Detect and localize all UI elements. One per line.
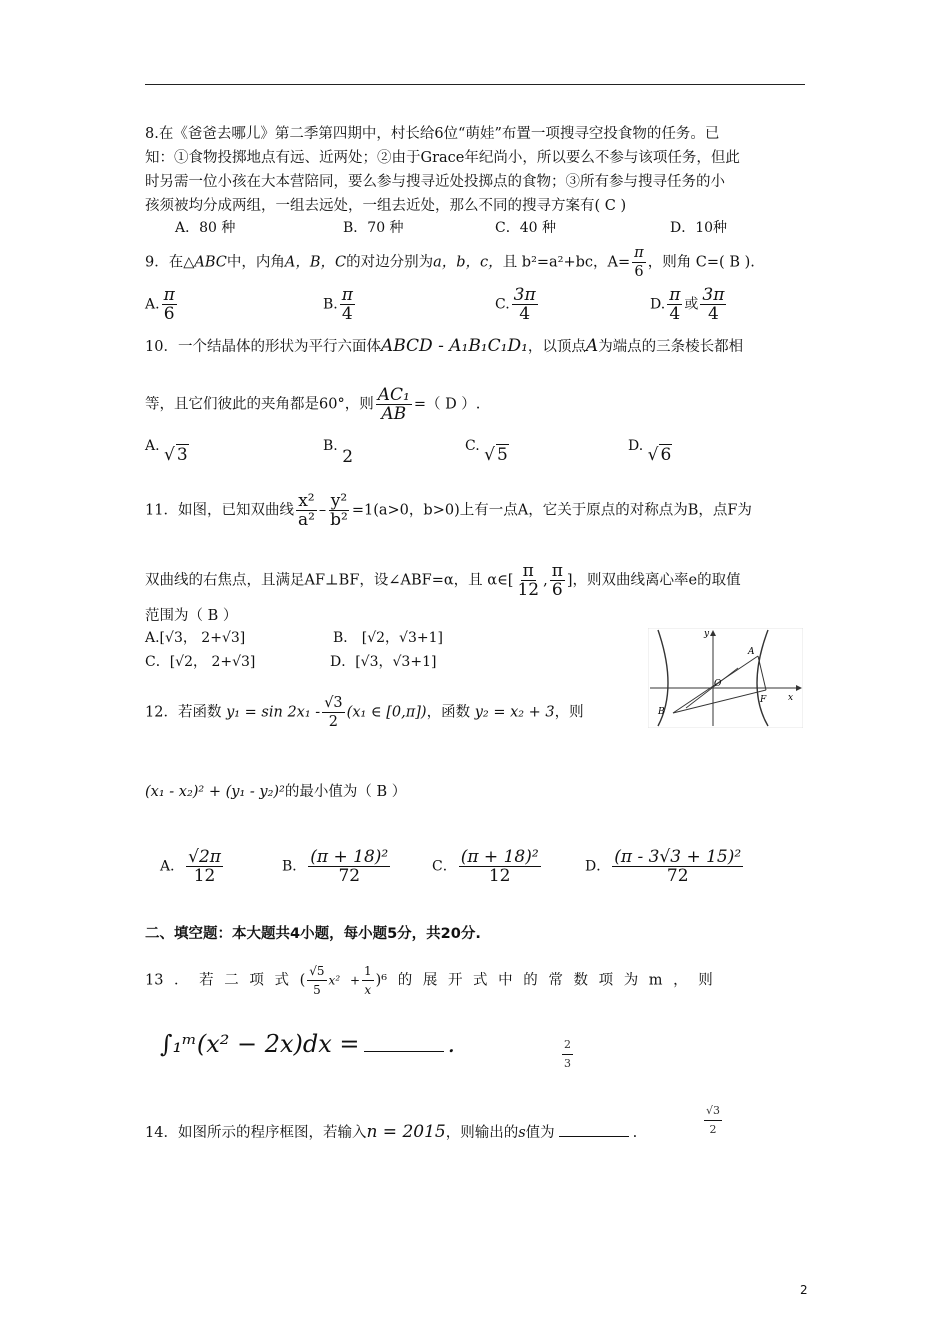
q10-option-c: C. √ 5 xyxy=(465,438,508,465)
q11-option-b: B． [√2，√3+1] xyxy=(333,630,443,646)
q11-line1: 11．如图，已知双曲线 $\frac{\text{x²}}{\text{a²}}$ – $\frac{\text{y²}}{\text{b²}}$ =1(a>0，b>0)上有一点A，它关于原点的对称点为B，点F为 xyxy=(145,491,752,530)
section-heading: 二、填空题：本大题共4小题，每小题5分，共20分. xyxy=(145,926,481,942)
q9-angle-fraction: $\frac{\pi}{6}$ xyxy=(634,245,644,280)
header-rule xyxy=(145,84,805,85)
q12-line1: 12．若函数 y₁ = sin 2x₁ - $\frac{√3}{2}$ (x₁ ∈ [0,π])，函数 y₂ = x₂ + 3，则 xyxy=(145,695,584,730)
q12-line2: (x₁ - x₂)² + (y₁ - y₂)²的最小值为（ B ） xyxy=(145,784,407,800)
q9-option-c: C. $\frac{3\pi}{4}$ xyxy=(495,285,536,324)
q12-option-b: B． $\frac{\text{(π + 18)²}}{72}$ xyxy=(282,847,389,886)
q10-option-a: A. √ 3 xyxy=(145,438,188,465)
page-number: 2 xyxy=(800,1283,808,1297)
q8-line2: 知：①食物投掷地点有远、近两处；②由于Grace年纪尚小，所以要么不参与该项任务，但此 xyxy=(145,150,740,166)
q11-option-a: A.[√3， 2+√3] xyxy=(145,630,246,646)
q8-option-b: B．70 种 xyxy=(343,220,404,236)
q13-answer-blank[interactable] xyxy=(364,1037,444,1052)
q10-option-d: D. √ 6 xyxy=(628,438,672,465)
q11-option-d: D．[√3，√3+1] xyxy=(330,654,437,670)
q13-answer: $\frac{2}{3}$ xyxy=(564,1038,571,1070)
hyperbola-figure xyxy=(648,628,803,728)
q14-line: 14．如图所示的程序框图，若输入n = 2015，则输出的s值为 . xyxy=(145,1122,638,1142)
label-x: x xyxy=(788,693,794,703)
q8-line3: 时另需一位小孩在大本营陪同，要么参与搜寻近处投掷点的食物；③所有参与搜寻任务的小 xyxy=(145,174,725,190)
label-y: y xyxy=(704,629,710,639)
q12-option-c: C． $\frac{\text{(π + 18)²}}{12}$ xyxy=(432,847,539,886)
q13-integral: ∫₁ᵐ(x² − 2x)dx = . xyxy=(160,1030,456,1058)
q9-option-b: B. $\frac{\pi}{4}$ xyxy=(323,285,353,324)
q9-stem: 9．在△ABC中，内角A，B，C的对边分别为a，b，c，且 b²=a²+bc，A= $\frac{\pi}{6}$ ，则角 C=( B ). xyxy=(145,245,755,280)
q11-option-c: C．[√2， 2+√3] xyxy=(145,654,256,670)
label-f: F xyxy=(760,695,767,705)
q10-option-b: B. 2 xyxy=(323,438,354,467)
q13-line1: 13 ． 若 二 项 式 ( $\frac{√5}{5}$ x² + $\frac{1}{x}$ )⁶ 的 展 开 式 中 的 常 数 项 为 m ， 则 xyxy=(145,964,713,997)
q8-line4: 孩须被均分成两组，一组去远处，一组去近处，那么不同的搜寻方案有( C ) xyxy=(145,198,627,214)
q14-answer-blank[interactable] xyxy=(559,1122,629,1137)
label-b: B xyxy=(658,707,665,717)
q10-line2: 等，且它们彼此的夹角都是60°，则 $\frac{\text{AC₁}}{AB}$ =（ D ）. xyxy=(145,385,481,424)
q8-option-d: D．10种 xyxy=(670,220,728,236)
label-o: O xyxy=(714,679,722,689)
q10-ratio-fraction: $\frac{\text{AC₁}}{AB}$ xyxy=(377,385,410,424)
q9-option-a: A. $\frac{\pi}{6}$ xyxy=(145,285,175,324)
q12-option-a: A． $\frac{√2\pi}{12}$ xyxy=(160,847,221,886)
q12-option-d: D． $\frac{\text{(π - 3√3 + 15)²}}{72}$ xyxy=(585,847,742,886)
q10-line1: 10．一个结晶体的形状为平行六面体ABCD - A₁B₁C₁D₁，以顶点A为端点的三条棱长都相 xyxy=(145,336,744,356)
q14-answer: $\frac{√3}{2}$ xyxy=(706,1104,721,1136)
label-a: A xyxy=(748,647,755,657)
q9-option-d: D. $\frac{\pi}{4}$ 或 $\frac{3\pi}{4}$ xyxy=(650,285,725,324)
q11-line3: 范围为（ B ） xyxy=(145,608,238,624)
q8-option-a: A．80 种 xyxy=(175,220,236,236)
q8-line1: 8.在《爸爸去哪儿》第二季第四期中，村长给6位“萌娃”布置一项搜寻空投食物的任务。已 xyxy=(145,126,720,142)
q8-option-c: C．40 种 xyxy=(495,220,556,236)
q11-line2: 双曲线的右焦点，且满足AF⊥BF，设∠ABF=α，且 α∈[ $\frac{\pi}{12}$ , $\frac{\pi}{6}$ ]，则双曲线离心率e的取值 xyxy=(145,561,741,600)
